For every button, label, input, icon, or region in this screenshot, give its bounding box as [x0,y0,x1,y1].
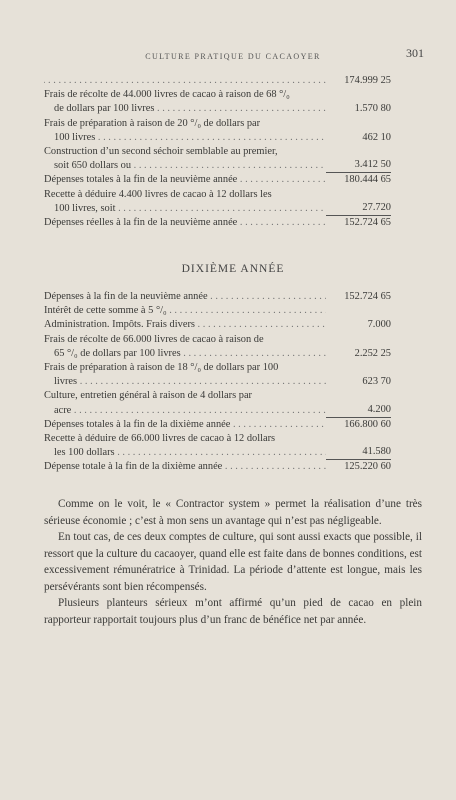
ledger-label [44,145,326,173]
ledger-label [44,74,326,88]
ledger-label-line: Recette à déduire 4.400 livres de cacao à 12 dollars les [44,188,272,200]
ledger-label-line: Dépense totale à la fin de la dixième année . . . [44,460,326,474]
paragraph: Plusieurs planteurs sérieux m’ont affirmé qu’un pied de cacao en plein rapporteur rapportait toujours plus d’un franc de bénéfice net par année. [44,597,422,626]
ledger-row [44,460,391,474]
ledger-label-line: 65 °/₀ de dollars par 100 livres . . . [44,347,326,361]
ledger-label [44,88,326,116]
ledger-amount: 2.252 25 [354,347,391,359]
ledger-label-line: Dépenses réelles à la fin de la neuvième année . . . [44,216,326,230]
ledger-label [44,432,326,460]
ledger-ninth-year [44,74,391,230]
section-title: DIXIÈME ANNÉE [181,263,285,275]
ledger-amount: 152.724 65 [344,291,391,302]
ledger-label [44,117,326,145]
ledger-amount: 1.570 80 [354,103,391,115]
ledger-label [44,173,326,187]
ledger-label-line: Dépenses à la fin de la neuvième année . . . [44,290,326,304]
ledger-row [44,333,391,361]
ledger-row [44,389,391,417]
paragraph: Comme on le voit, le « Contractor system » permet la réalisation d’une très sérieuse économie ; c’est à mon sens un avantage qui n’est pas négligeable. [44,498,422,527]
page-number: 301 [406,46,424,60]
ledger-label-line: de dollars par 100 livres . . . [44,102,326,116]
ledger-label [44,333,326,361]
ledger-row [44,318,391,332]
ledger-row [44,290,391,304]
ledger-amount: 4.200 [326,403,391,418]
ledger-label [44,188,326,216]
body-text [44,496,422,628]
ledger-amount: 462 10 [362,131,391,143]
ledger-label-line: Recette à déduire de 66.000 livres de cacao à 12 dollars [44,433,276,445]
ledger-label-line: Frais de récolte de 44.000 livres de cacao à raison de 68 °/₀ [44,89,290,101]
ledger-label-line: 100 livres, soit . . . [44,202,326,216]
ledger-label-line: Intérêt de cette somme à 5 °/₀ . . . [44,304,326,318]
ledger-amount: 174.999 25 [344,75,391,86]
ledger-label-line: Frais de récolte de 66.000 livres de cacao à raison de [44,333,264,345]
ledger-amount: 152.724 65 [344,217,391,229]
ledger-label-line: Dépenses totales à la fin de la dixième année . . . [44,418,326,432]
ledger-label [44,216,326,230]
ledger-label [44,418,326,432]
ledger-row [44,432,391,460]
ledger-row [44,117,391,145]
ledger-label-line: Frais de préparation à raison de 18 °/₀ de dollars par 100 [44,362,279,374]
ledger-amount: 3.412 50 [326,158,391,173]
ledger-label [44,318,326,332]
ledger-row [44,188,391,216]
ledger-label-line: 100 livres . . . [44,131,326,145]
ledger-label-line: livres . . . [44,375,326,389]
ledger-row [44,304,391,318]
paragraph: En tout cas, de ces deux comptes de culture, qui sont aussi exacts que possible, il ressort que la culture du cacaoyer, quand elle est faite dans de bonnes conditions, est excessivement rémunératrice à Trinidad. La période d’attente est longue, mais les persévérants sont bien récompensés. [44,531,422,593]
ledger-row [44,173,391,187]
ledger-label-line: les 100 dollars . . . [44,446,326,460]
ledger-amount: 27.720 [326,201,391,216]
ledger-label-line [44,74,326,88]
ledger-label-line: Construction d’un second séchoir semblable au premier, [44,146,278,158]
ledger-amount: 180.444 65 [344,174,391,186]
ledger-label-line: acre . . . [44,404,326,418]
ledger-label-line: soit 650 dollars ou . . . [44,159,326,173]
ledger-label-line: Dépenses totales à la fin de la neuvième année . . . [44,173,326,187]
ledger-amount: 166.800 60 [344,418,391,430]
ledger-row [44,361,391,389]
ledger-row [44,88,391,116]
ledger-label [44,389,326,417]
ledger-label-line: Administration. Impôts. Frais divers . . . [44,318,326,332]
ledger-row [44,216,391,230]
running-head: CULTURE PRATIQUE DU CACAOYER [145,52,321,61]
ledger-label [44,460,326,474]
ledger-label [44,361,326,389]
ledger-amount: 7.000 [367,319,391,331]
ledger-tenth-year [44,290,391,475]
ledger-row [44,145,391,173]
ledger-amount: 125.220 60 [344,461,391,473]
ledger-amount: 623 70 [362,376,391,388]
ledger-amount: 41.580 [326,445,391,460]
ledger-label-line: Culture, entretien général à raison de 4 dollars par [44,390,253,402]
ledger-label [44,290,326,304]
ledger-label [44,304,326,318]
ledger-row [44,418,391,432]
ledger-label-line: Frais de préparation à raison de 20 °/₀ de dollars par [44,117,261,129]
ledger-row [44,74,391,88]
